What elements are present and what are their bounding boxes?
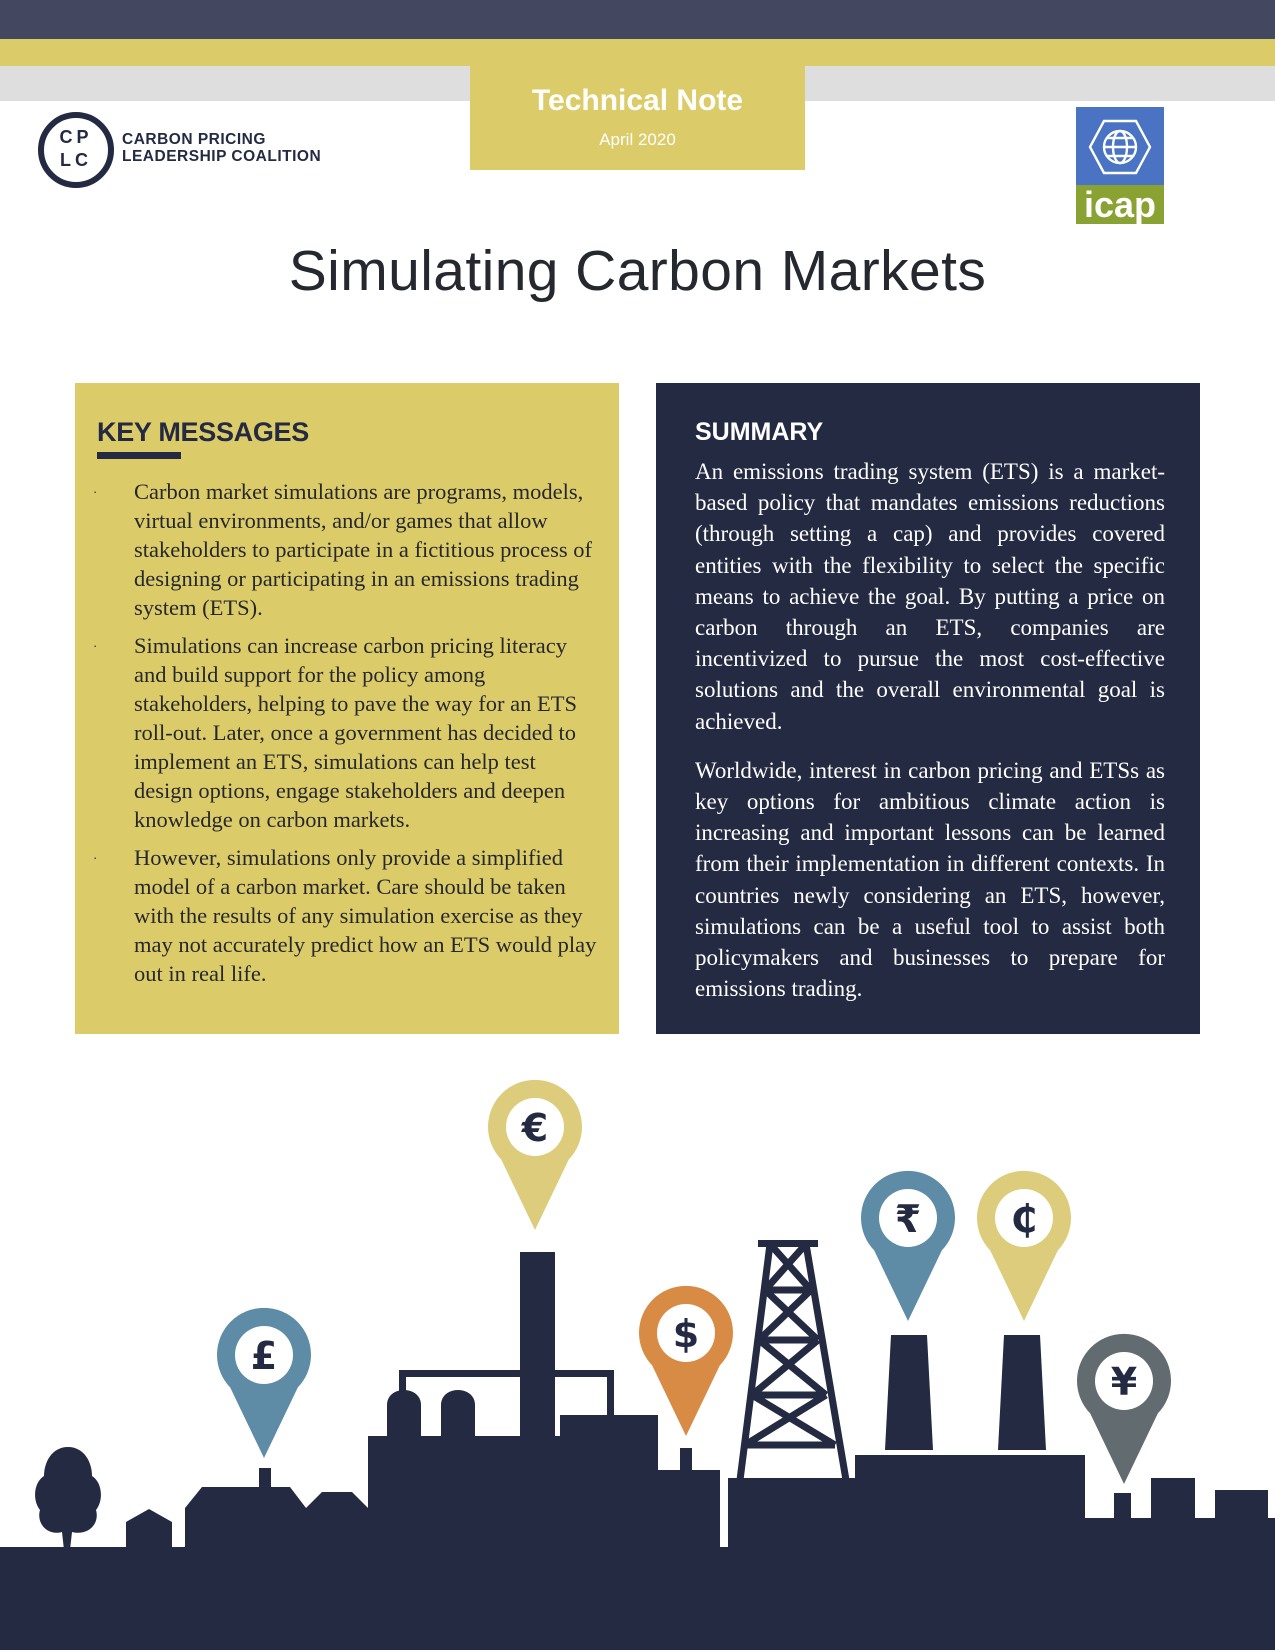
- list-item: [93, 843, 599, 988]
- bullet-icon: ·: [93, 638, 98, 653]
- summary-heading: SUMMARY: [695, 418, 824, 446]
- cplc-name-line-1: CARBON PRICING: [122, 131, 266, 148]
- bullet-icon: ·: [93, 484, 98, 499]
- icap-logo: [1076, 107, 1164, 224]
- key-messages-underline: [97, 452, 181, 459]
- cplc-name: [122, 131, 321, 165]
- currency-symbol: ₹: [894, 1197, 922, 1241]
- skyline-silhouette: [0, 1240, 1275, 1650]
- summary-body: [695, 456, 1165, 1022]
- icap-logo-text: icap: [1083, 184, 1157, 224]
- key-message-text: Simulations can increase carbon pricing literacy and build support for the policy among stakeholders, helping to pave the way for an ETS roll-out. Later, once a government has decided to implement an ETS, simulations can help test design options, engage stakeholders and deepen knowledge on carbon markets.: [134, 633, 578, 832]
- oil-derrick: [740, 1244, 846, 1480]
- dollar-pin-icon: [639, 1286, 733, 1436]
- cplc-name-line-2: LEADERSHIP COALITION: [122, 148, 322, 165]
- page-title: Simulating Carbon Markets: [288, 239, 987, 303]
- industrial-skyline-illustration: [0, 1070, 1275, 1650]
- key-message-text: Carbon market simulations are programs, models, virtual environments, and/or games that allow stakeholders to participate in a fictitious process of designing or participating in an emissions trading system (ETS).: [134, 479, 592, 620]
- list-item: [93, 477, 599, 622]
- yen-pin-icon: [1077, 1334, 1171, 1484]
- currency-symbol: ₵: [1010, 1197, 1038, 1241]
- doc-date: April 2020: [599, 130, 676, 149]
- summary-panel: [656, 383, 1200, 1034]
- cplc-monogram-bottom: LC: [60, 150, 92, 170]
- currency-symbol: £: [250, 1334, 278, 1378]
- key-messages-list: [93, 477, 599, 997]
- header-gold-band: [0, 39, 1275, 66]
- summary-paragraph: Worldwide, interest in carbon pricing and ETSs as key options for ambitious climate action is increasing and important lessons can be learned from their implementation in different contexts. In countries newly considering an ETS, however, simulations can be a useful tool to assist both policymakers and businesses to prepare for emissions trading.: [695, 757, 1165, 1002]
- cplc-logo: [38, 112, 378, 188]
- key-messages-panel: [75, 383, 619, 1034]
- key-message-text: However, simulations only provide a simplified model of a carbon market. Care should be taken with the results of any simulation exercise as they may not accurately predict how an ETS would play out in real life.: [134, 845, 597, 986]
- cplc-monogram-top: CP: [59, 127, 93, 147]
- summary-paragraph: An emissions trading system (ETS) is a market-based policy that mandates emissions reductions (through setting a cap) and provides covered entities with the flexibility to select the specific means to achieve the goal. By putting a price on carbon through an ETS, companies are incentivized to pursue the most cost-effective solutions and the overall environmental goal is achieved.: [695, 459, 1165, 734]
- rupee-pin-icon: [861, 1171, 955, 1321]
- pound-pin-icon: [217, 1308, 311, 1458]
- currency-symbol: €: [521, 1106, 549, 1150]
- list-item: [93, 631, 599, 834]
- key-messages-heading: KEY MESSAGES: [97, 417, 309, 447]
- currency-symbol: $: [672, 1312, 700, 1356]
- euro-pin-icon: [488, 1080, 582, 1230]
- currency-symbol: ¥: [1110, 1360, 1138, 1404]
- header-navy-band: [0, 0, 1275, 39]
- bullet-icon: ·: [93, 850, 98, 865]
- doc-type: Technical Note: [531, 84, 744, 117]
- technical-note-label: [470, 66, 805, 170]
- cedi-pin-icon: [977, 1171, 1071, 1321]
- cplc-monogram-icon: [38, 112, 114, 188]
